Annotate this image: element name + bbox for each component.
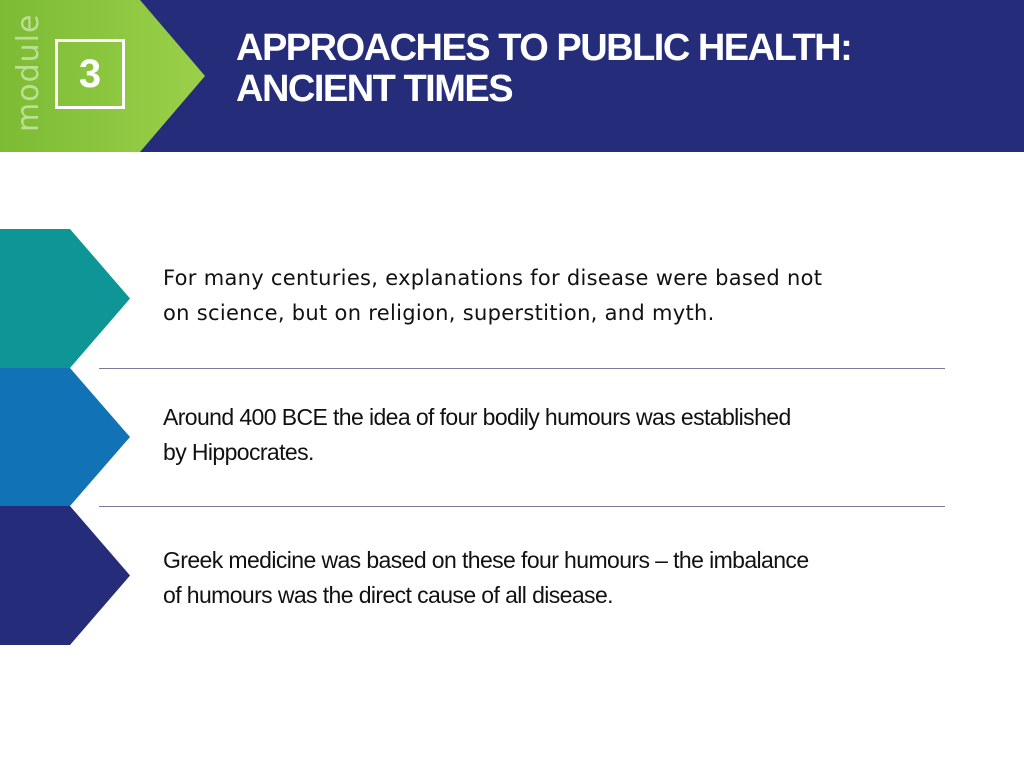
point-text bbox=[163, 400, 963, 470]
title-line-2: ANCIENT TIMES bbox=[236, 68, 513, 110]
point-line: Around 400 BCE the idea of four bodily humours was established bbox=[163, 404, 791, 430]
point-line: Greek medicine was based on these four humours – the imbalance bbox=[163, 547, 809, 573]
module-number-box: 3 bbox=[55, 39, 125, 109]
list-item bbox=[0, 506, 1024, 645]
page-title bbox=[236, 28, 996, 110]
point-line: by Hippocrates. bbox=[163, 439, 314, 465]
module-label: module bbox=[11, 13, 46, 132]
list-item bbox=[0, 229, 1024, 368]
title-line-1: APPROACHES TO PUBLIC HEALTH: bbox=[236, 27, 852, 69]
blue-chevron bbox=[0, 368, 132, 506]
point-line: For many centuries, explanations for disease were based not bbox=[163, 266, 823, 290]
point-line: on science, but on religion, superstition, and myth. bbox=[163, 301, 715, 325]
point-text bbox=[163, 543, 963, 613]
navy-chevron bbox=[0, 506, 132, 645]
point-line: of humours was the direct cause of all disease. bbox=[163, 582, 613, 608]
list-item bbox=[0, 368, 1024, 506]
slide-header bbox=[0, 0, 1024, 152]
point-text bbox=[163, 261, 963, 331]
teal-chevron bbox=[0, 229, 132, 368]
